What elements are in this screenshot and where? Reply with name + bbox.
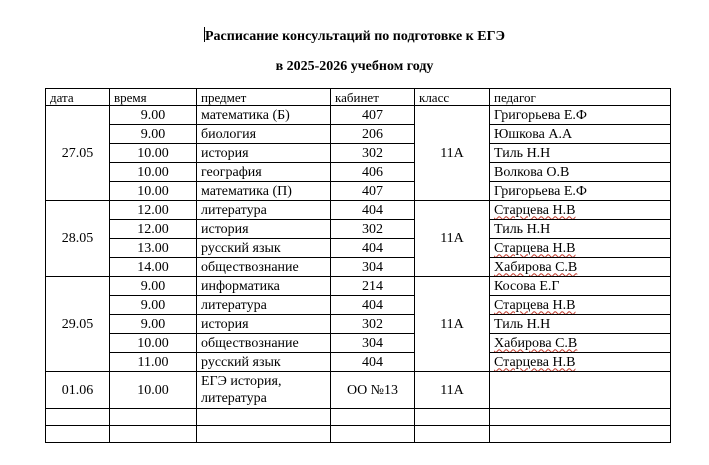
teacher-cell (490, 334, 671, 353)
time-cell (110, 106, 197, 125)
empty-cell (46, 409, 110, 426)
date-cell-text: 29.05 (61, 316, 94, 332)
subject-cell (197, 258, 331, 277)
empty-cell (490, 426, 671, 443)
date-cell (46, 277, 110, 372)
date-cell-text: 27.05 (61, 145, 94, 161)
empty-cell (490, 409, 671, 426)
teacher-cell-text: Старцева Н.В (494, 354, 576, 370)
table-row (46, 353, 671, 372)
teacher-cell-text: Старцева Н.В (494, 240, 576, 256)
document-subtitle (0, 59, 709, 75)
class-cell (415, 106, 490, 201)
date-cell-text: 01.06 (61, 382, 94, 398)
header-class: класс (415, 89, 490, 106)
header-teacher: педагог (490, 89, 671, 106)
time-cell (110, 163, 197, 182)
room-cell-text: 404 (362, 202, 383, 218)
teacher-cell (490, 277, 671, 296)
time-cell (110, 315, 197, 334)
empty-cell (331, 409, 415, 426)
room-cell-text: 302 (362, 316, 383, 332)
room-cell-text: 406 (362, 164, 383, 180)
subject-cell-text: обществознание (201, 259, 299, 275)
header-date: дата (46, 89, 110, 106)
class-cell (415, 201, 490, 277)
teacher-cell (490, 144, 671, 163)
time-cell-text: 10.00 (137, 183, 169, 199)
subject-cell-text: литература (201, 202, 267, 218)
header-subject: предмет (197, 89, 331, 106)
table-row (46, 220, 671, 239)
room-cell-text: 404 (362, 354, 383, 370)
teacher-cell (490, 106, 671, 125)
time-cell-text: 14.00 (137, 259, 169, 275)
time-cell (110, 334, 197, 353)
room-cell-text: 404 (362, 297, 383, 313)
table-row (46, 372, 671, 409)
class-cell-text: 11А (440, 382, 464, 398)
time-cell (110, 296, 197, 315)
teacher-cell (490, 239, 671, 258)
time-cell (110, 201, 197, 220)
time-cell-text: 10.00 (137, 335, 169, 351)
empty-cell (110, 409, 197, 426)
teacher-cell (490, 296, 671, 315)
room-cell-text: 304 (362, 335, 383, 351)
empty-row (46, 409, 671, 426)
room-cell (331, 201, 415, 220)
empty-cell (46, 426, 110, 443)
table-row (46, 163, 671, 182)
table-row (46, 201, 671, 220)
document-title (0, 27, 709, 45)
room-cell-text: 214 (362, 278, 383, 294)
subject-cell (197, 315, 331, 334)
teacher-cell-text: Хабирова С.В (494, 259, 578, 275)
date-cell (46, 201, 110, 277)
time-cell (110, 182, 197, 201)
room-cell (331, 239, 415, 258)
room-cell (331, 353, 415, 372)
class-cell-text: 11А (440, 145, 464, 161)
teacher-cell-text: Тиль Н.Н (494, 221, 551, 237)
title-line-1: Расписание консультаций по подготовке к ЕГЭ (204, 29, 505, 44)
date-cell-text: 28.05 (61, 231, 94, 246)
subject-cell-text: математика (П) (201, 183, 292, 199)
subject-cell-text: математика (Б) (201, 107, 290, 123)
teacher-cell-text: Юшкова А.А (494, 126, 573, 142)
room-cell (331, 258, 415, 277)
teacher-cell-text: Косова Е.Г (494, 278, 560, 294)
time-cell (110, 353, 197, 372)
room-cell (331, 125, 415, 144)
time-cell-text: 12.00 (137, 202, 169, 218)
subject-cell-text: ЕГЭ история, литература (201, 374, 282, 406)
teacher-cell (490, 372, 671, 409)
subject-cell (197, 220, 331, 239)
class-cell (415, 372, 490, 409)
subject-cell-text: история (201, 316, 249, 332)
room-cell (331, 182, 415, 201)
teacher-cell-text: Григорьева Е.Ф (494, 183, 587, 199)
subject-cell (197, 106, 331, 125)
time-cell (110, 239, 197, 258)
room-cell-text: 304 (362, 259, 383, 275)
table-row (46, 334, 671, 353)
empty-cell (197, 426, 331, 443)
room-cell (331, 372, 415, 409)
teacher-cell-text: Старцева Н.В (494, 202, 576, 218)
room-cell-text: ОО №13 (346, 382, 399, 398)
time-cell-text: 10.00 (137, 145, 169, 161)
table-row (46, 182, 671, 201)
table-row (46, 239, 671, 258)
date-cell (46, 106, 110, 201)
room-cell (331, 220, 415, 239)
time-cell-text: 13.00 (137, 240, 169, 256)
time-cell (110, 220, 197, 239)
room-cell (331, 106, 415, 125)
header-time: время (110, 89, 197, 106)
subject-cell-text: история (201, 221, 249, 237)
subject-cell-text: история (201, 145, 249, 161)
table-row (46, 125, 671, 144)
room-cell (331, 144, 415, 163)
time-cell-text: 10.00 (137, 382, 169, 398)
teacher-cell (490, 201, 671, 220)
subject-cell-text: литература (201, 297, 267, 313)
time-cell-text: 11.00 (137, 354, 169, 370)
subject-cell (197, 125, 331, 144)
subject-cell (197, 277, 331, 296)
empty-cell (415, 426, 490, 443)
header-row (46, 89, 671, 106)
class-cell-text: 11А (440, 316, 464, 332)
room-cell (331, 334, 415, 353)
teacher-cell (490, 163, 671, 182)
class-cell-text: 11А (440, 231, 464, 246)
subject-cell (197, 372, 331, 409)
subject-cell-text: русский язык (201, 354, 281, 370)
subject-cell (197, 144, 331, 163)
room-cell-text: 206 (362, 126, 383, 142)
subject-cell (197, 201, 331, 220)
subject-cell-text: русский язык (201, 240, 281, 256)
room-cell-text: 302 (362, 221, 383, 237)
teacher-cell-text: Григорьева Е.Ф (494, 107, 587, 123)
time-cell-text: 12.00 (137, 221, 169, 237)
class-cell (415, 277, 490, 372)
header-room: кабинет (331, 89, 415, 106)
empty-cell (197, 409, 331, 426)
table-row (46, 277, 671, 296)
time-cell (110, 125, 197, 144)
room-cell-text: 404 (362, 240, 383, 256)
empty-cell (331, 426, 415, 443)
table-row (46, 106, 671, 125)
date-cell (46, 372, 110, 409)
time-cell (110, 277, 197, 296)
teacher-cell (490, 125, 671, 144)
teacher-cell (490, 353, 671, 372)
room-cell (331, 163, 415, 182)
subject-cell-text: обществознание (201, 335, 299, 351)
subject-cell-text: биология (201, 126, 257, 142)
teacher-cell (490, 220, 671, 239)
room-cell (331, 277, 415, 296)
time-cell-text: 9.00 (140, 316, 166, 332)
teacher-cell-text: Старцева Н.В (494, 297, 576, 313)
room-cell-text: 302 (362, 145, 383, 161)
subject-cell (197, 182, 331, 201)
time-cell (110, 144, 197, 163)
room-cell (331, 315, 415, 334)
subject-cell (197, 353, 331, 372)
empty-cell (110, 426, 197, 443)
room-cell-text: 407 (362, 107, 383, 123)
subject-cell-text: информатика (201, 278, 280, 294)
teacher-cell (490, 258, 671, 277)
empty-row (46, 426, 671, 443)
subject-cell (197, 239, 331, 258)
table-row (46, 144, 671, 163)
teacher-cell (490, 315, 671, 334)
teacher-cell (490, 182, 671, 201)
table-row (46, 258, 671, 277)
time-cell-text: 9.00 (140, 278, 166, 294)
time-cell-text: 10.00 (137, 164, 169, 180)
teacher-cell-text: Тиль Н.Н (494, 145, 551, 161)
schedule-body (46, 89, 671, 443)
teacher-cell-text: Волкова О.В (494, 164, 570, 180)
title-line-2: в 2025-2026 учебном году (275, 59, 434, 74)
room-cell (331, 296, 415, 315)
time-cell (110, 258, 197, 277)
table-row (46, 315, 671, 334)
teacher-cell-text: Хабирова С.В (494, 335, 578, 351)
table-row (46, 296, 671, 315)
teacher-cell-text: Тиль Н.Н (494, 316, 551, 332)
room-cell-text: 407 (362, 183, 383, 199)
time-cell (110, 372, 197, 409)
subject-cell (197, 163, 331, 182)
schedule-table (45, 88, 671, 443)
time-cell-text: 9.00 (140, 297, 166, 313)
time-cell-text: 9.00 (140, 107, 166, 123)
subject-cell (197, 296, 331, 315)
empty-cell (415, 409, 490, 426)
subject-cell (197, 334, 331, 353)
subject-cell-text: география (201, 164, 262, 180)
time-cell-text: 9.00 (140, 126, 166, 142)
